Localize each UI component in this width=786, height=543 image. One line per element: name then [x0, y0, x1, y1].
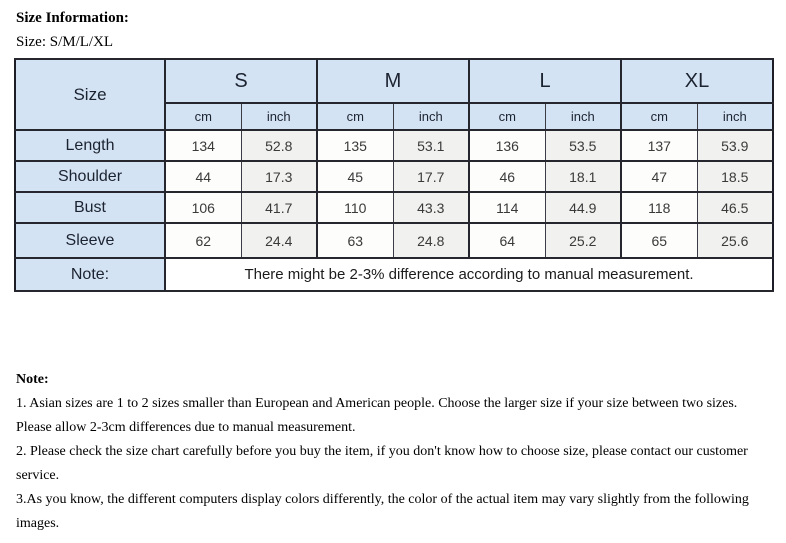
unit-header: inch: [697, 103, 773, 130]
row-label-shoulder: Shoulder: [15, 161, 165, 192]
note-item-3: 3.As you know, the different computers display colors differently, the color of the actual item may vary slightly from the following images.: [16, 492, 749, 531]
row-label-bust: Bust: [15, 192, 165, 223]
corner-size-label: Size: [15, 59, 165, 130]
size-chart-table: [14, 58, 774, 292]
unit-header: cm: [469, 103, 545, 130]
table-row-bust: [15, 192, 773, 223]
row-label-sleeve: Sleeve: [15, 223, 165, 258]
measurement-cell: 41.7: [241, 192, 317, 223]
measurement-cell: 118: [621, 192, 697, 223]
measurement-cell: 18.1: [545, 161, 621, 192]
row-label-note: Note:: [15, 258, 165, 291]
measurement-cell: 24.4: [241, 223, 317, 258]
measurement-cell: 53.1: [393, 130, 469, 161]
size-range-text: Size: S/M/L/XL: [16, 34, 114, 50]
measurement-cell: 25.2: [545, 223, 621, 258]
table-row-shoulder: [15, 161, 773, 192]
size-header-l: L: [469, 59, 621, 103]
table-note-text: There might be 2-3% difference according to manual measurement.: [165, 258, 773, 291]
size-header-row: [15, 59, 773, 103]
measurement-cell: 45: [317, 161, 393, 192]
page-title: Size Information:: [16, 10, 129, 26]
size-header-m: M: [317, 59, 469, 103]
measurement-cell: 52.8: [241, 130, 317, 161]
unit-header: cm: [317, 103, 393, 130]
table-row-sleeve: [15, 223, 773, 258]
measurement-cell: 18.5: [697, 161, 773, 192]
table-row-length: [15, 130, 773, 161]
table-row-note: [15, 258, 773, 291]
measurement-cell: 46.5: [697, 192, 773, 223]
measurement-cell: 43.3: [393, 192, 469, 223]
measurement-cell: 65: [621, 223, 697, 258]
notes-section: [16, 368, 774, 536]
measurement-cell: 63: [317, 223, 393, 258]
measurement-cell: 136: [469, 130, 545, 161]
measurement-cell: 44: [165, 161, 241, 192]
row-label-length: Length: [15, 130, 165, 161]
unit-header: inch: [241, 103, 317, 130]
measurement-cell: 46: [469, 161, 545, 192]
note-item-1: 1. Asian sizes are 1 to 2 sizes smaller than European and American people. Choose the larger size if your size between two sizes. Please allow 2-3cm differences due to manual measurement.: [16, 396, 738, 435]
unit-header: cm: [165, 103, 241, 130]
measurement-cell: 64: [469, 223, 545, 258]
measurement-cell: 137: [621, 130, 697, 161]
measurement-cell: 114: [469, 192, 545, 223]
note-item-2: 2. Please check the size chart carefully before you buy the item, if you don't know how to choose size, please contact our customer service.: [16, 444, 748, 483]
notes-heading: Note:: [16, 372, 49, 387]
unit-header: cm: [621, 103, 697, 130]
measurement-cell: 25.6: [697, 223, 773, 258]
measurement-cell: 135: [317, 130, 393, 161]
measurement-cell: 134: [165, 130, 241, 161]
unit-header: inch: [393, 103, 469, 130]
measurement-cell: 24.8: [393, 223, 469, 258]
unit-header: inch: [545, 103, 621, 130]
measurement-cell: 62: [165, 223, 241, 258]
measurement-cell: 47: [621, 161, 697, 192]
measurement-cell: 17.3: [241, 161, 317, 192]
measurement-cell: 53.9: [697, 130, 773, 161]
measurement-cell: 110: [317, 192, 393, 223]
measurement-cell: 17.7: [393, 161, 469, 192]
measurement-cell: 53.5: [545, 130, 621, 161]
size-header-xl: XL: [621, 59, 773, 103]
measurement-cell: 44.9: [545, 192, 621, 223]
measurement-cell: 106: [165, 192, 241, 223]
size-header-s: S: [165, 59, 317, 103]
